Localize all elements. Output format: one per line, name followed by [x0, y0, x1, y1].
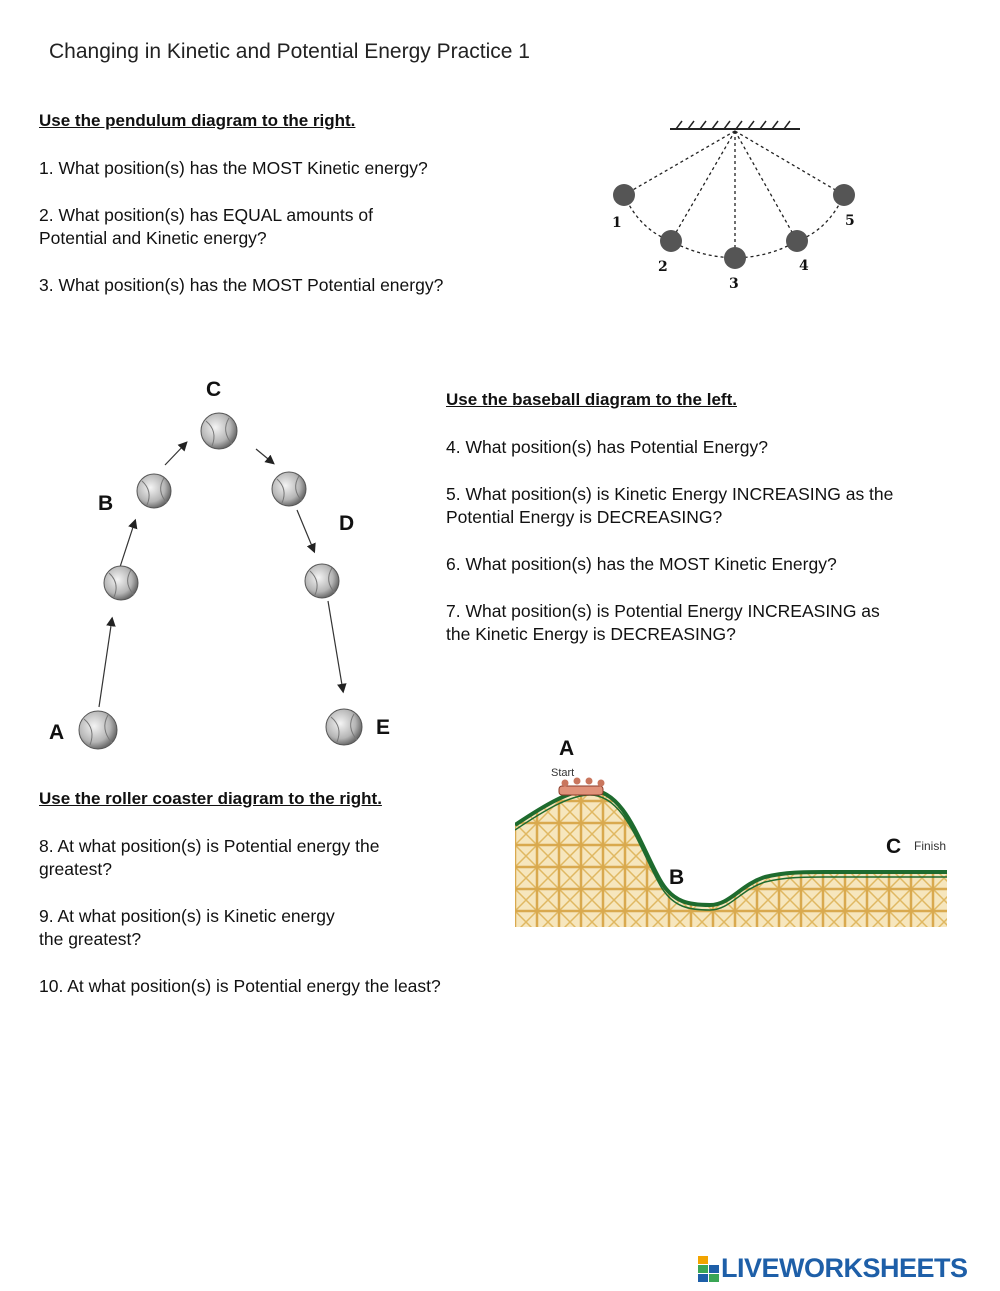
- question-7-line-2: the Kinetic Energy is DECREASING?: [446, 624, 736, 644]
- liveworksheets-logo[interactable]: [697, 1253, 968, 1284]
- baseball-label-c: C: [206, 378, 222, 401]
- question-7: [446, 600, 880, 646]
- pendulum-bob-3: [724, 247, 746, 269]
- baseball-c: [201, 413, 237, 449]
- question-1: 1. What position(s) has the MOST Kinetic energy?: [39, 158, 428, 178]
- question-2: [39, 204, 373, 250]
- pendulum-bob-1: [613, 184, 635, 206]
- question-5-line-2: Potential Energy is DECREASING?: [446, 507, 723, 527]
- baseball-label-b: B: [98, 492, 114, 515]
- pendulum-bob-4: [786, 230, 808, 252]
- question-8-line-2: greatest?: [39, 859, 112, 879]
- question-4: 4. What position(s) has Potential Energy?: [446, 437, 768, 457]
- baseball-label-d: D: [339, 512, 355, 535]
- pendulum-section-heading: Use the pendulum diagram to the right.: [39, 111, 356, 130]
- baseball-4: [305, 564, 339, 598]
- coaster-section-heading: Use the roller coaster diagram to the right.: [39, 789, 382, 808]
- pendulum-strings: [624, 131, 844, 258]
- baseball-label-e: E: [376, 716, 391, 739]
- coaster-label-start: Start: [551, 767, 575, 779]
- pendulum-label-2: 2: [658, 259, 668, 275]
- coaster-support-frame: [515, 775, 947, 927]
- question-6: 6. What position(s) has the MOST Kinetic Energy?: [446, 554, 837, 574]
- pendulum-label-3: 3: [729, 276, 739, 292]
- baseball-a: [79, 711, 117, 749]
- baseball-diagram: [30, 355, 430, 755]
- question-2-line-1: 2. What position(s) has EQUAL amounts of: [39, 205, 373, 225]
- question-10: 10. At what position(s) is Potential energy the least?: [39, 976, 441, 996]
- question-5: [446, 483, 893, 529]
- coaster-label-b: B: [669, 866, 685, 889]
- coaster-label-a: A: [559, 737, 575, 760]
- pendulum-bob-5: [833, 184, 855, 206]
- coaster-car: [559, 778, 605, 796]
- baseball-section-heading: Use the baseball diagram to the left.: [446, 390, 737, 409]
- baseball-label-a: A: [49, 721, 65, 744]
- pendulum-label-4: 4: [799, 258, 809, 274]
- baseball-d: [272, 472, 306, 506]
- question-8: [39, 835, 379, 881]
- question-2-line-2: Potential and Kinetic energy?: [39, 228, 267, 248]
- roller-coaster-diagram: [515, 735, 955, 935]
- question-9: [39, 905, 335, 951]
- pendulum-diagram: [600, 115, 870, 300]
- question-3: 3. What position(s) has the MOST Potential energy?: [39, 275, 444, 295]
- question-9-line-2: the greatest?: [39, 929, 142, 949]
- liveworksheets-logo-text: LIVEWORKSHEETS: [721, 1253, 968, 1283]
- pendulum-bob-2: [660, 230, 682, 252]
- question-9-line-1: 9. At what position(s) is Kinetic energy: [39, 906, 335, 926]
- baseball-b: [137, 474, 171, 508]
- question-5-line-1: 5. What position(s) is Kinetic Energy INCREASING as the: [446, 484, 894, 504]
- baseball-e: [326, 709, 362, 745]
- pendulum-label-1: 1: [612, 215, 622, 231]
- coaster-label-c: C: [886, 835, 902, 858]
- question-7-line-1: 7. What position(s) is Potential Energy INCREASING as: [446, 601, 880, 621]
- coaster-label-finish: Finish: [914, 839, 947, 853]
- baseball-2: [104, 566, 138, 600]
- question-8-line-1: 8. At what position(s) is Potential energy the: [39, 836, 380, 856]
- liveworksheets-logo-icon: [697, 1254, 721, 1284]
- pendulum-label-5: 5: [845, 213, 855, 229]
- page-title: Changing in Kinetic and Potential Energy Practice 1: [49, 40, 530, 63]
- ceiling-hatching: [676, 121, 790, 129]
